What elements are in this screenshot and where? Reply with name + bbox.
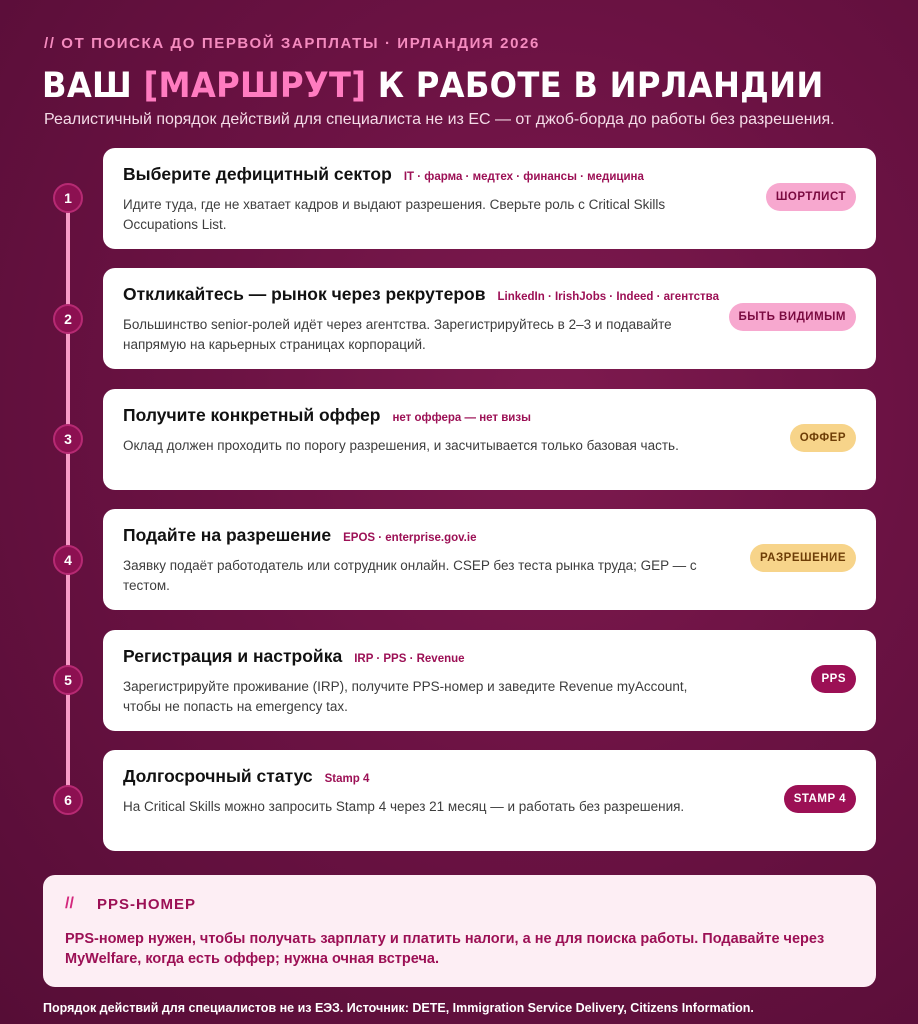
step-header <box>123 646 465 667</box>
step-badge: STAMP 4 <box>784 785 856 813</box>
step-title: Долгосрочный статус <box>123 766 313 786</box>
step-header <box>123 284 719 305</box>
step-badge: PPS <box>811 665 856 693</box>
timeline-line <box>66 198 70 802</box>
note-slashes: // <box>65 895 74 912</box>
step-badge: РАЗРЕШЕНИЕ <box>750 544 856 572</box>
note-title: PPS-НОМЕР <box>97 896 197 913</box>
step-description: Зарегистрируйте проживание (IRP), получите PPS-номер и заведите Revenue myAccount, чтобы не попасть на emergency tax. <box>123 679 688 714</box>
step-tags: IRP · PPS · Revenue <box>354 653 465 665</box>
step-description: Большинство senior-ролей идёт через агентства. Зарегистрируйтесь в 2–3 и подавайте напрямую на карьерных страницах корпораций. <box>123 317 672 352</box>
step-number: 1 <box>53 183 83 213</box>
step-badge: БЫТЬ ВИДИМЫМ <box>729 303 856 331</box>
step-title: Подайте на разрешение <box>123 525 332 545</box>
step-title: Выберите дефицитный сектор <box>123 164 392 184</box>
step-card <box>103 148 876 249</box>
step-tags: EPOS · enterprise.gov.ie <box>343 532 477 544</box>
step-number: 3 <box>53 424 83 454</box>
step-header <box>123 525 476 546</box>
step-description: Идите туда, где не хватает кадров и выдают разрешения. Сверьте роль с Critical Skills Occupations List. <box>123 197 666 232</box>
title-before: ВАШ <box>42 66 144 106</box>
step-description: Заявку подаёт работодатель или сотрудник онлайн. CSEP без теста рынка труда; GEP — с тестом. <box>123 558 697 593</box>
step-card <box>103 268 876 369</box>
step-card <box>103 630 876 731</box>
step-description: На Critical Skills можно запросить Stamp 4 через 21 месяц — и работать без разрешения. <box>123 799 685 814</box>
step-card <box>103 389 876 490</box>
page-subtitle: Реалистичный порядок действий для специалиста не из ЕС — от джоб-борда до работы без разрешения. <box>44 111 835 128</box>
footer-source: Порядок действий для специалистов не из ЕЭЗ. Источник: DETE, Immigration Service Delivery, Citizens Information. <box>43 1001 754 1015</box>
title-after: К РАБОТЕ В ИРЛАНДИИ <box>366 66 824 106</box>
header-kicker: // ОТ ПОИСКА ДО ПЕРВОЙ ЗАРПЛАТЫ · ИРЛАНДИЯ 2026 <box>44 35 540 52</box>
step-header <box>123 405 531 426</box>
step-number: 5 <box>53 665 83 695</box>
step-card <box>103 509 876 610</box>
pps-note-box <box>43 875 876 987</box>
step-tags: IT · фарма · медтех · финансы · медицина <box>403 171 644 183</box>
step-tags: LinkedIn · IrishJobs · Indeed · агентства <box>497 291 719 303</box>
step-number: 6 <box>53 785 83 815</box>
step-header <box>123 164 644 185</box>
step-number: 2 <box>53 304 83 334</box>
step-title: Откликайтесь — рынок через рекрутеров <box>123 284 486 304</box>
step-tags: Stamp 4 <box>324 773 370 785</box>
step-title: Регистрация и настройка <box>123 646 343 666</box>
step-number: 4 <box>53 545 83 575</box>
step-card <box>103 750 876 851</box>
title-accent: [МАРШРУТ] <box>143 66 367 106</box>
step-title: Получите конкретный оффер <box>123 405 381 425</box>
step-tags: нет оффера — нет визы <box>392 412 531 424</box>
page-title <box>42 66 824 106</box>
step-badge: ШОРТЛИСТ <box>766 183 856 211</box>
step-header <box>123 766 369 787</box>
note-text: PPS-номер нужен, чтобы получать зарплату и платить налоги, а не для поиска работы. Подавайте через MyWelfare, когда есть оффер; нужна очная встреча. <box>65 931 825 967</box>
step-badge: ОФФЕР <box>790 424 856 452</box>
step-description: Оклад должен проходить по порогу разрешения, и засчитывается только базовая часть. <box>123 438 679 453</box>
